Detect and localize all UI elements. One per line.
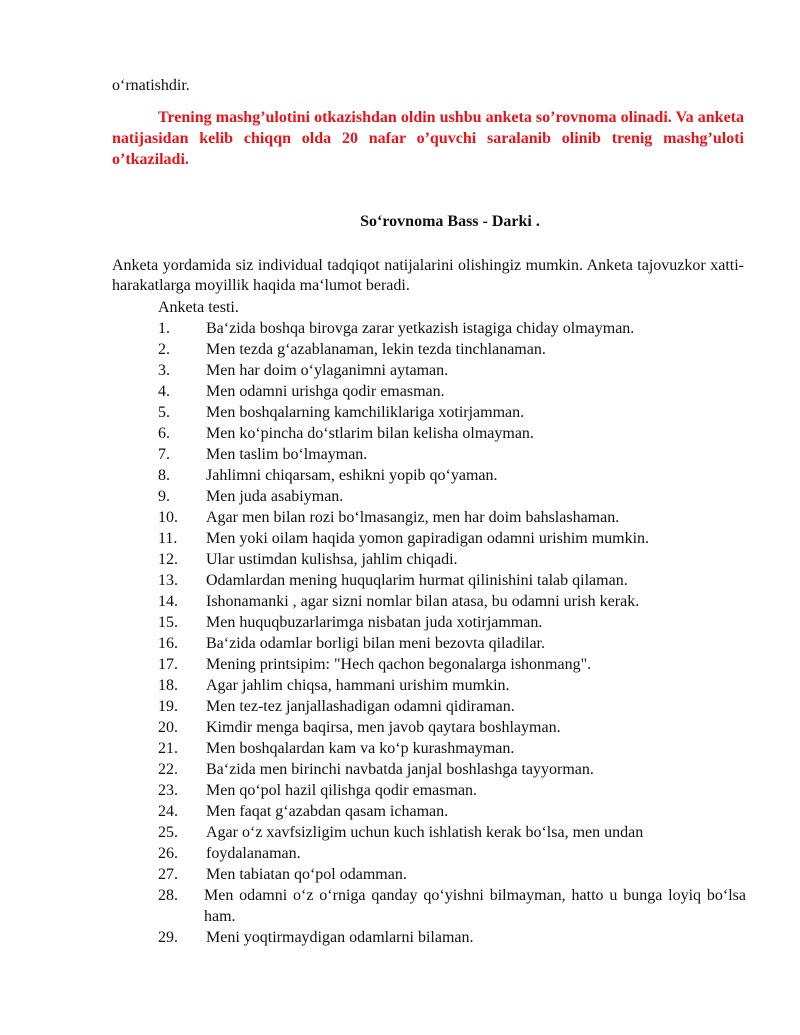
- question-text: Ba‘zida men birinchi navbatda janjal boshlashga tayyorman.: [206, 761, 594, 778]
- question-text: Men huquqbuzarlarimga nisbatan juda xotirjamman.: [206, 614, 543, 631]
- question-number: 29.: [158, 929, 178, 946]
- question-number: 11.: [158, 530, 178, 547]
- question-number: 23.: [158, 782, 178, 799]
- question-number: 20.: [158, 719, 178, 736]
- question-text: Mening printsipim: "Hech qachon begonalarga ishonmang".: [206, 656, 592, 673]
- question-item: [0, 339, 800, 360]
- question-item: [0, 675, 800, 696]
- question-number: 7.: [158, 446, 170, 463]
- question-number: 22.: [158, 761, 178, 778]
- question-item: [0, 465, 800, 486]
- question-number: 24.: [158, 803, 178, 820]
- question-number: 10.: [158, 509, 178, 526]
- question-item: [0, 717, 800, 738]
- question-item: [0, 738, 800, 759]
- question-item: [0, 801, 800, 822]
- question-item: [0, 696, 800, 717]
- question-number: 17.: [158, 656, 178, 673]
- question-item: [0, 654, 800, 675]
- question-text: Men boshqalardan kam va ko‘p kurashmayman.: [206, 740, 515, 757]
- question-number: 18.: [158, 677, 178, 694]
- question-list: [0, 318, 800, 948]
- question-text: Men taslim bo‘lmayman.: [206, 446, 368, 463]
- question-item: [0, 423, 800, 444]
- question-item: [0, 591, 800, 612]
- question-number: 19.: [158, 698, 178, 715]
- question-item: [0, 528, 800, 549]
- question-text: Men ko‘pincha do‘stlarim bilan kelisha olmayman.: [206, 425, 534, 442]
- question-item: [0, 360, 800, 381]
- question-text: Men tabiatan qo‘pol odamman.: [206, 866, 407, 883]
- survey-title: So‘rovnoma Bass - Darki .: [360, 213, 540, 230]
- question-item: [0, 402, 800, 423]
- question-item: [0, 381, 800, 402]
- question-item: [0, 444, 800, 465]
- question-number: 3.: [158, 362, 170, 379]
- question-text: Ishonamanki , agar sizni nomlar bilan atasa, bu odamni urish kerak.: [206, 593, 640, 610]
- question-text: Agar o‘z xavfsizligim uchun kuch ishlatish kerak bo‘lsa, men undan: [206, 824, 644, 841]
- question-text: Men tezda g‘azablanaman, lekin tezda tinchlanaman.: [206, 341, 546, 358]
- question-number: 8.: [158, 467, 170, 484]
- question-number: 14.: [158, 593, 178, 610]
- question-item: [0, 507, 800, 528]
- question-item: [0, 927, 800, 948]
- question-text: Ba‘zida boshqa birovga zarar yetkazish istagiga chiday olmayman.: [206, 320, 635, 337]
- question-text: foydalanaman.: [206, 845, 301, 862]
- question-item: [0, 486, 800, 507]
- question-number: 2.: [158, 341, 170, 358]
- question-text: Men faqat g‘azabdan qasam ichaman.: [206, 803, 449, 820]
- question-item: [0, 822, 800, 843]
- question-text: Men yoki oilam haqida yomon gapiradigan odamni urishim mumkin.: [206, 530, 650, 547]
- question-number: 27.: [158, 866, 178, 883]
- question-text: Men odamni urishga qodir emasman.: [206, 383, 445, 400]
- question-text: Ba‘zida odamlar borligi bilan meni bezovta qiladilar.: [206, 635, 545, 652]
- question-number: 26.: [158, 845, 178, 862]
- question-number: 28.: [158, 887, 178, 904]
- question-text: Odamlardan mening huquqlarim hurmat qilinishini talab qilaman.: [206, 572, 628, 589]
- question-text: Men odamni o‘z o‘rniga qanday qo‘yishni bilmayman, hatto u bunga loyiq bo‘lsa ham.: [204, 887, 746, 925]
- question-item: [0, 549, 800, 570]
- question-number: 1.: [158, 320, 170, 337]
- question-text: Men qo‘pol hazil qilishga qodir emasman.: [206, 782, 478, 799]
- question-item: [0, 570, 800, 591]
- question-item: [0, 843, 800, 864]
- question-item: [0, 633, 800, 654]
- question-number: 12.: [158, 551, 178, 568]
- question-item: [0, 612, 800, 633]
- survey-description: Anketa yordamida siz individual tadqiqot natijalarini olishingiz mumkin. Anketa tajovuzkor xatti-harakatlarga moyillik haqida ma‘lumot beradi.: [112, 257, 744, 294]
- notice-paragraph: Trening mashg’ulotini otkazishdan oldin ushbu anketa so’rovnoma olinadi. Va anketa natijasidan kelib chiqqn olda 20 nafar o’quvchi saralanib olinib trenig mashg’uloti o’tkaziladi.: [112, 109, 744, 168]
- question-item: [0, 780, 800, 801]
- question-number: 9.: [158, 488, 170, 505]
- test-label: Anketa testi.: [158, 299, 239, 316]
- question-number: 6.: [158, 425, 170, 442]
- question-number: 5.: [158, 404, 170, 421]
- intro-line: o‘rnatishdir.: [112, 77, 190, 94]
- question-text: Men har doim o‘ylaganimni aytaman.: [206, 362, 449, 379]
- question-text: Meni yoqtirmaydigan odamlarni bilaman.: [206, 929, 474, 946]
- question-number: 25.: [158, 824, 178, 841]
- question-number: 21.: [158, 740, 178, 757]
- question-text: Agar men bilan rozi bo‘lmasangiz, men har doim bahslashaman.: [206, 509, 620, 526]
- question-text: Agar jahlim chiqsa, hammani urishim mumkin.: [206, 677, 510, 694]
- question-item: [0, 759, 800, 780]
- question-text: Men juda asabiyman.: [206, 488, 344, 505]
- question-number: 16.: [158, 635, 178, 652]
- question-text: Ular ustimdan kulishsa, jahlim chiqadi.: [206, 551, 458, 568]
- question-number: 13.: [158, 572, 178, 589]
- question-item: [0, 864, 800, 885]
- question-number: 4.: [158, 383, 170, 400]
- question-item: [0, 885, 800, 927]
- question-number: 15.: [158, 614, 178, 631]
- question-text: Men boshqalarning kamchiliklariga xotirjamman.: [206, 404, 525, 421]
- question-text: Men tez-tez janjallashadigan odamni qidiraman.: [206, 698, 515, 715]
- question-text: Kimdir menga baqirsa, men javob qaytara boshlayman.: [206, 719, 561, 736]
- question-text: Jahlimni chiqarsam, eshikni yopib qo‘yaman.: [206, 467, 498, 484]
- question-item: [0, 318, 800, 339]
